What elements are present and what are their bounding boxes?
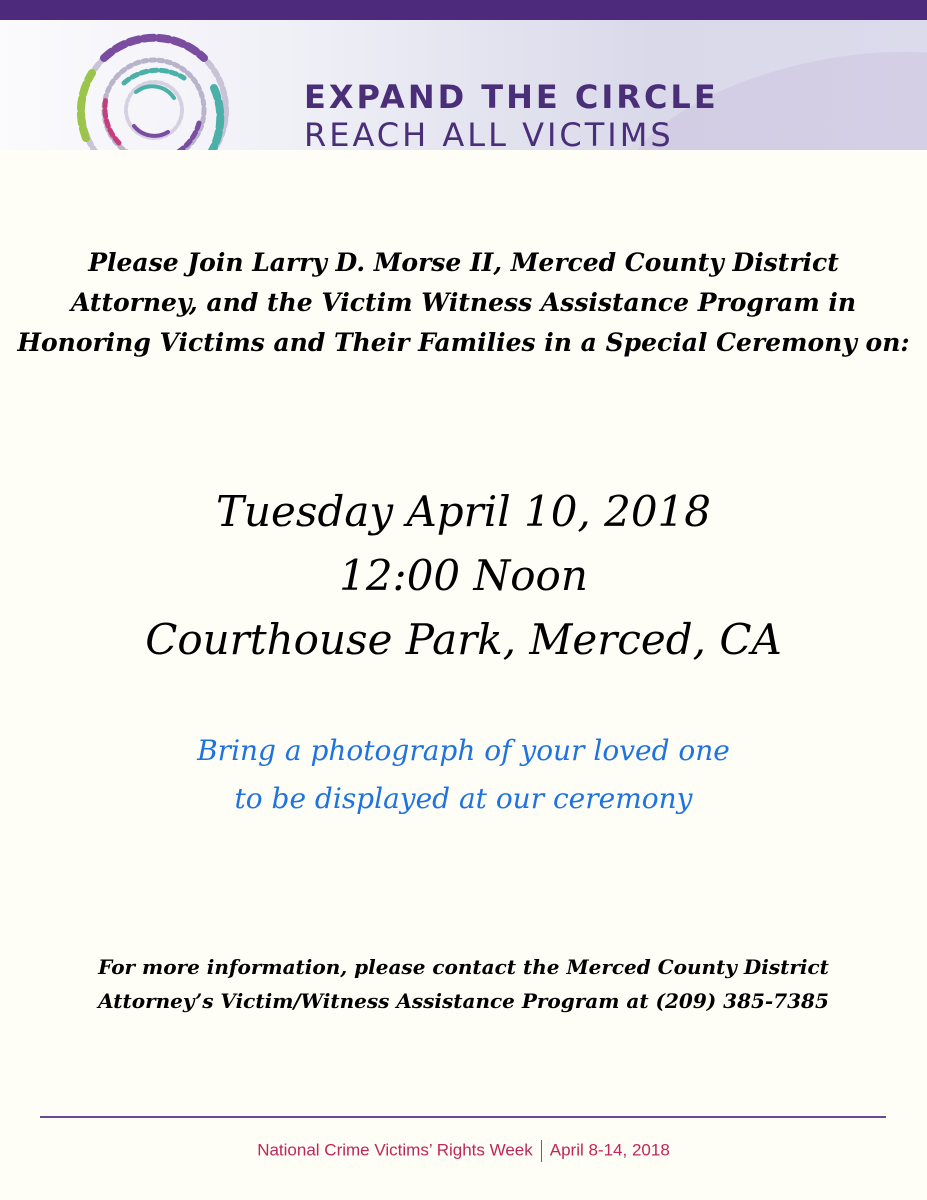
footer-event-name: National Crime Victims’ Rights Week — [257, 1140, 533, 1160]
photo-note-line: to be displayed at our ceremony — [234, 782, 693, 815]
contact-line: For more information, please contact the Merced County District — [98, 955, 829, 979]
footer — [0, 1140, 927, 1162]
intro-line: Please Join Larry D. Morse II, Merced County District — [88, 248, 839, 277]
event-details — [0, 480, 927, 672]
header-banner — [0, 20, 927, 150]
circle-mosaic-logo-icon — [64, 28, 244, 150]
photo-note-line: Bring a photograph of your loved one — [197, 734, 730, 767]
contact-info — [0, 950, 927, 1018]
footer-divider — [40, 1116, 886, 1118]
event-time: 12:00 Noon — [339, 551, 588, 600]
contact-line: Attorney’s Victim/Witness Assistance Program at (209) 385-7385 — [98, 989, 829, 1013]
footer-event-dates: April 8-14, 2018 — [549, 1140, 670, 1160]
tagline-line-2: REACH ALL VICTIMS — [304, 116, 674, 150]
invitation-intro — [0, 243, 927, 363]
top-accent-bar — [0, 0, 927, 20]
tagline — [304, 78, 784, 150]
photo-note — [0, 727, 927, 823]
tagline-line-1: EXPAND THE CIRCLE — [304, 78, 719, 116]
footer-separator — [541, 1140, 542, 1162]
intro-line: Attorney, and the Victim Witness Assistance Program in — [70, 288, 857, 317]
event-date: Tuesday April 10, 2018 — [215, 487, 712, 536]
intro-line: Honoring Victims and Their Families in a Special Ceremony on: — [17, 328, 910, 357]
event-location: Courthouse Park, Merced, CA — [145, 615, 782, 664]
